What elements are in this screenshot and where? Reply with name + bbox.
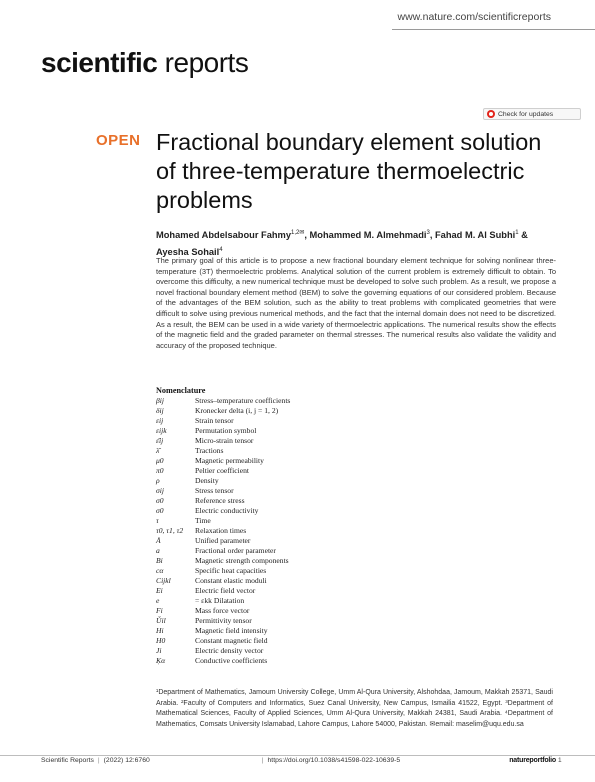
nomenclature-definition: Specific heat capacities: [195, 566, 267, 575]
nomenclature-symbol: εijk: [156, 426, 167, 435]
nomenclature-row: [156, 576, 456, 586]
crossmark-icon: [487, 110, 495, 118]
journal-url[interactable]: www.nature.com/scientificreports: [397, 11, 551, 23]
nomenclature-symbol: σij: [156, 486, 164, 495]
nomenclature-definition: Kronecker delta (i, j = 1, 2): [195, 406, 279, 415]
nomenclature-symbol: Å: [156, 536, 161, 545]
nomenclature-row: [156, 526, 456, 536]
nomenclature-symbol: Ǔil: [156, 616, 166, 625]
nomenclature-definition: Magnetic permeability: [195, 456, 264, 465]
nomenclature-row: [156, 636, 456, 646]
nomenclature-symbol: Ei: [156, 586, 163, 595]
nomenclature-row: [156, 656, 456, 666]
author-name[interactable]: Mohamed Abdelsabour Fahmy: [156, 230, 291, 241]
nomenclature-definition: Mass force vector: [195, 606, 250, 615]
nomenclature-symbol: Hi: [156, 626, 164, 635]
nomenclature-row: [156, 586, 456, 596]
author-affiliation: 4: [219, 247, 223, 254]
nomenclature-definition: Unified parameter: [195, 536, 251, 545]
nomenclature-symbol: Cijkl: [156, 576, 171, 585]
footer-citation: (2022) 12:6760: [103, 757, 150, 764]
nomenclature-row: [156, 496, 456, 506]
masthead-regular: reports: [157, 47, 249, 78]
nomenclature-definition: Fractional order parameter: [195, 546, 276, 555]
nomenclature-row: [156, 456, 456, 466]
nomenclature-row: [156, 536, 456, 546]
nomenclature-row: [156, 446, 456, 456]
abstract: The primary goal of this article is to propose a new fractional boundary element technique for solving nonlinear three-temperature (3T) thermoelectric problems. Analytical solution of the current problem is extremely difficult to obtain. To overcome this difficulty, a new numerical technique must be developed to solve such problem. As a result, we propose a novel fractional boundary element method (BEM) to solve the governing equations of our considered problem. Because of the advantages of the BEM solution, such as the ability to treat problems with complicated geometries that were difficult to solve using previous numerical methods, and the fact that the internal domain does not need to be discretized. As a result, the BEM can be used in a wide variety of thermoelectric applications. The numerical results show the effects of the magnetic field and the graded parameter on thermal stresses. The numerical results also validate the validity and accuracy of the proposed technique.: [156, 256, 556, 350]
nomenclature-symbol: λ̄: [156, 446, 160, 455]
nomenclature-symbol: δij: [156, 406, 164, 415]
nomenclature-symbol: Bi: [156, 556, 163, 565]
nomenclature-definition: Stress tensor: [195, 486, 234, 495]
nomenclature-definition: Constant elastic moduli: [195, 576, 267, 585]
nomenclature-symbol: ε̄ij: [156, 436, 164, 445]
nomenclature-symbol: cα: [156, 566, 164, 575]
nomenclature-row: [156, 476, 456, 486]
nomenclature-row: [156, 616, 456, 626]
nomenclature-row: [156, 396, 456, 406]
nomenclature-symbol: σ0: [156, 506, 164, 515]
nomenclature-symbol: Fi: [156, 606, 163, 615]
nomenclature-symbol: e: [156, 596, 160, 605]
footer-journal: Scientific Reports: [41, 757, 94, 764]
nomenclature-symbol: εij: [156, 416, 164, 425]
nomenclature-row: [156, 416, 456, 426]
nomenclature-symbol: μ0: [156, 456, 164, 465]
nomenclature-symbol: ρ: [156, 476, 160, 485]
nomenclature-row: [156, 466, 456, 476]
author-name[interactable]: Ayesha Sohail: [156, 247, 220, 258]
nomenclature-definition: Relaxation times: [195, 526, 247, 535]
nomenclature-heading: Nomenclature: [156, 386, 206, 395]
author-affiliation: 1,2✉: [291, 230, 305, 236]
author-separator: ,: [304, 230, 310, 241]
nomenclature-definition: Peltier coefficient: [195, 466, 250, 475]
nomenclature-row: [156, 596, 456, 606]
affiliations: ¹Department of Mathematics, Jamoum University College, Umm Al-Qura University, Alshohdaa, Jamoum, Makkah 25371, Saudi Arabia. ²Faculty of Computers and Informatics, Suez Canal University, New Campus, Ismailia 41522, Egypt. ³Department of Mathematical Sciences, Faculty of Applied Sciences, Umm Al-Qura University, Makkah 24381, Saudi Arabia. ⁴Department of Mathematics, Comsats University Islamabad, Lahore Campus, Lahore 54000, Pakistan. ✉email: maselim@uqu.edu.sa: [156, 689, 553, 728]
nomenclature-symbol: τ: [156, 516, 159, 525]
nomenclature-row: [156, 506, 456, 516]
nomenclature-row: [156, 436, 456, 446]
nomenclature-definition: Time: [195, 516, 211, 525]
footer-rule: [0, 755, 595, 756]
nomenclature-row: [156, 556, 456, 566]
nomenclature-definition: Constant magnetic field: [195, 636, 268, 645]
check-updates-button[interactable]: [483, 108, 581, 120]
nomenclature-definition: Electric field vector: [195, 586, 256, 595]
nomenclature-symbol: βij: [156, 396, 165, 405]
nomenclature-symbol: σ0: [156, 496, 164, 505]
nomenclature-row: [156, 516, 456, 526]
author-name[interactable]: Mohammed M. Almehmadi: [309, 230, 427, 241]
nomenclature-row: [156, 566, 456, 576]
nomenclature-definition: Permutation symbol: [195, 426, 257, 435]
nomenclature-symbol: Ḳα: [156, 656, 166, 665]
nomenclature-definition: Magnetic strength components: [195, 556, 289, 565]
nomenclature-row: [156, 486, 456, 496]
nomenclature-definition: Density: [195, 476, 219, 485]
nomenclature-symbol: π0: [156, 466, 164, 475]
nomenclature-row: [156, 646, 456, 656]
author-separator: &: [518, 230, 528, 241]
nomenclature-row: [156, 626, 456, 636]
nomenclature-definition: Reference stress: [195, 496, 245, 505]
publisher-logo: natureportfolio: [509, 757, 556, 764]
footer-separator: |: [97, 757, 100, 764]
masthead-bold: scientific: [41, 47, 158, 78]
author-affiliation: 1: [515, 230, 519, 236]
page-number: 1: [558, 757, 562, 764]
nomenclature-list: [156, 396, 456, 666]
nomenclature-definition: Electric density vector: [195, 646, 264, 655]
nomenclature-row: [156, 546, 456, 556]
nomenclature-definition: Micro-strain tensor: [195, 436, 254, 445]
nomenclature-definition: Strain tensor: [195, 416, 234, 425]
journal-masthead[interactable]: [41, 49, 248, 77]
nomenclature-row: [156, 606, 456, 616]
nomenclature-definition: Stress–temperature coefficients: [195, 396, 291, 405]
nomenclature-definition: Permittivity tensor: [195, 616, 252, 625]
nomenclature-symbol: a: [156, 546, 160, 555]
page-footer: [41, 757, 562, 764]
footer-separator: |: [261, 757, 264, 764]
check-updates-label: Check for updates: [498, 110, 554, 118]
author-separator: ,: [429, 230, 435, 241]
header-rule: [392, 29, 595, 30]
nomenclature-definition: Conductive coefficients: [195, 656, 268, 665]
nomenclature-symbol: τ0, τ1, τ2: [156, 526, 184, 535]
nomenclature-symbol: H0: [156, 636, 166, 645]
article-title: Fractional boundary element solution of three-temperature thermoelectric problems: [156, 129, 542, 213]
open-access-label: OPEN: [96, 132, 141, 149]
footer-doi-link[interactable]: https://doi.org/10.1038/s41598-022-10639-5: [267, 757, 401, 764]
author-name[interactable]: Fahad M. Al Subhi: [434, 230, 516, 241]
nomenclature-definition: Tractions: [195, 446, 224, 455]
nomenclature-row: [156, 406, 456, 416]
nomenclature-definition: Magnetic field intensity: [195, 626, 268, 635]
nomenclature-definition: = εkk Dilatation: [195, 596, 245, 605]
nomenclature-definition: Electric conductivity: [195, 506, 259, 515]
nomenclature-row: [156, 426, 456, 436]
nomenclature-symbol: Ji: [156, 646, 162, 655]
author-affiliation: 3: [426, 230, 430, 236]
